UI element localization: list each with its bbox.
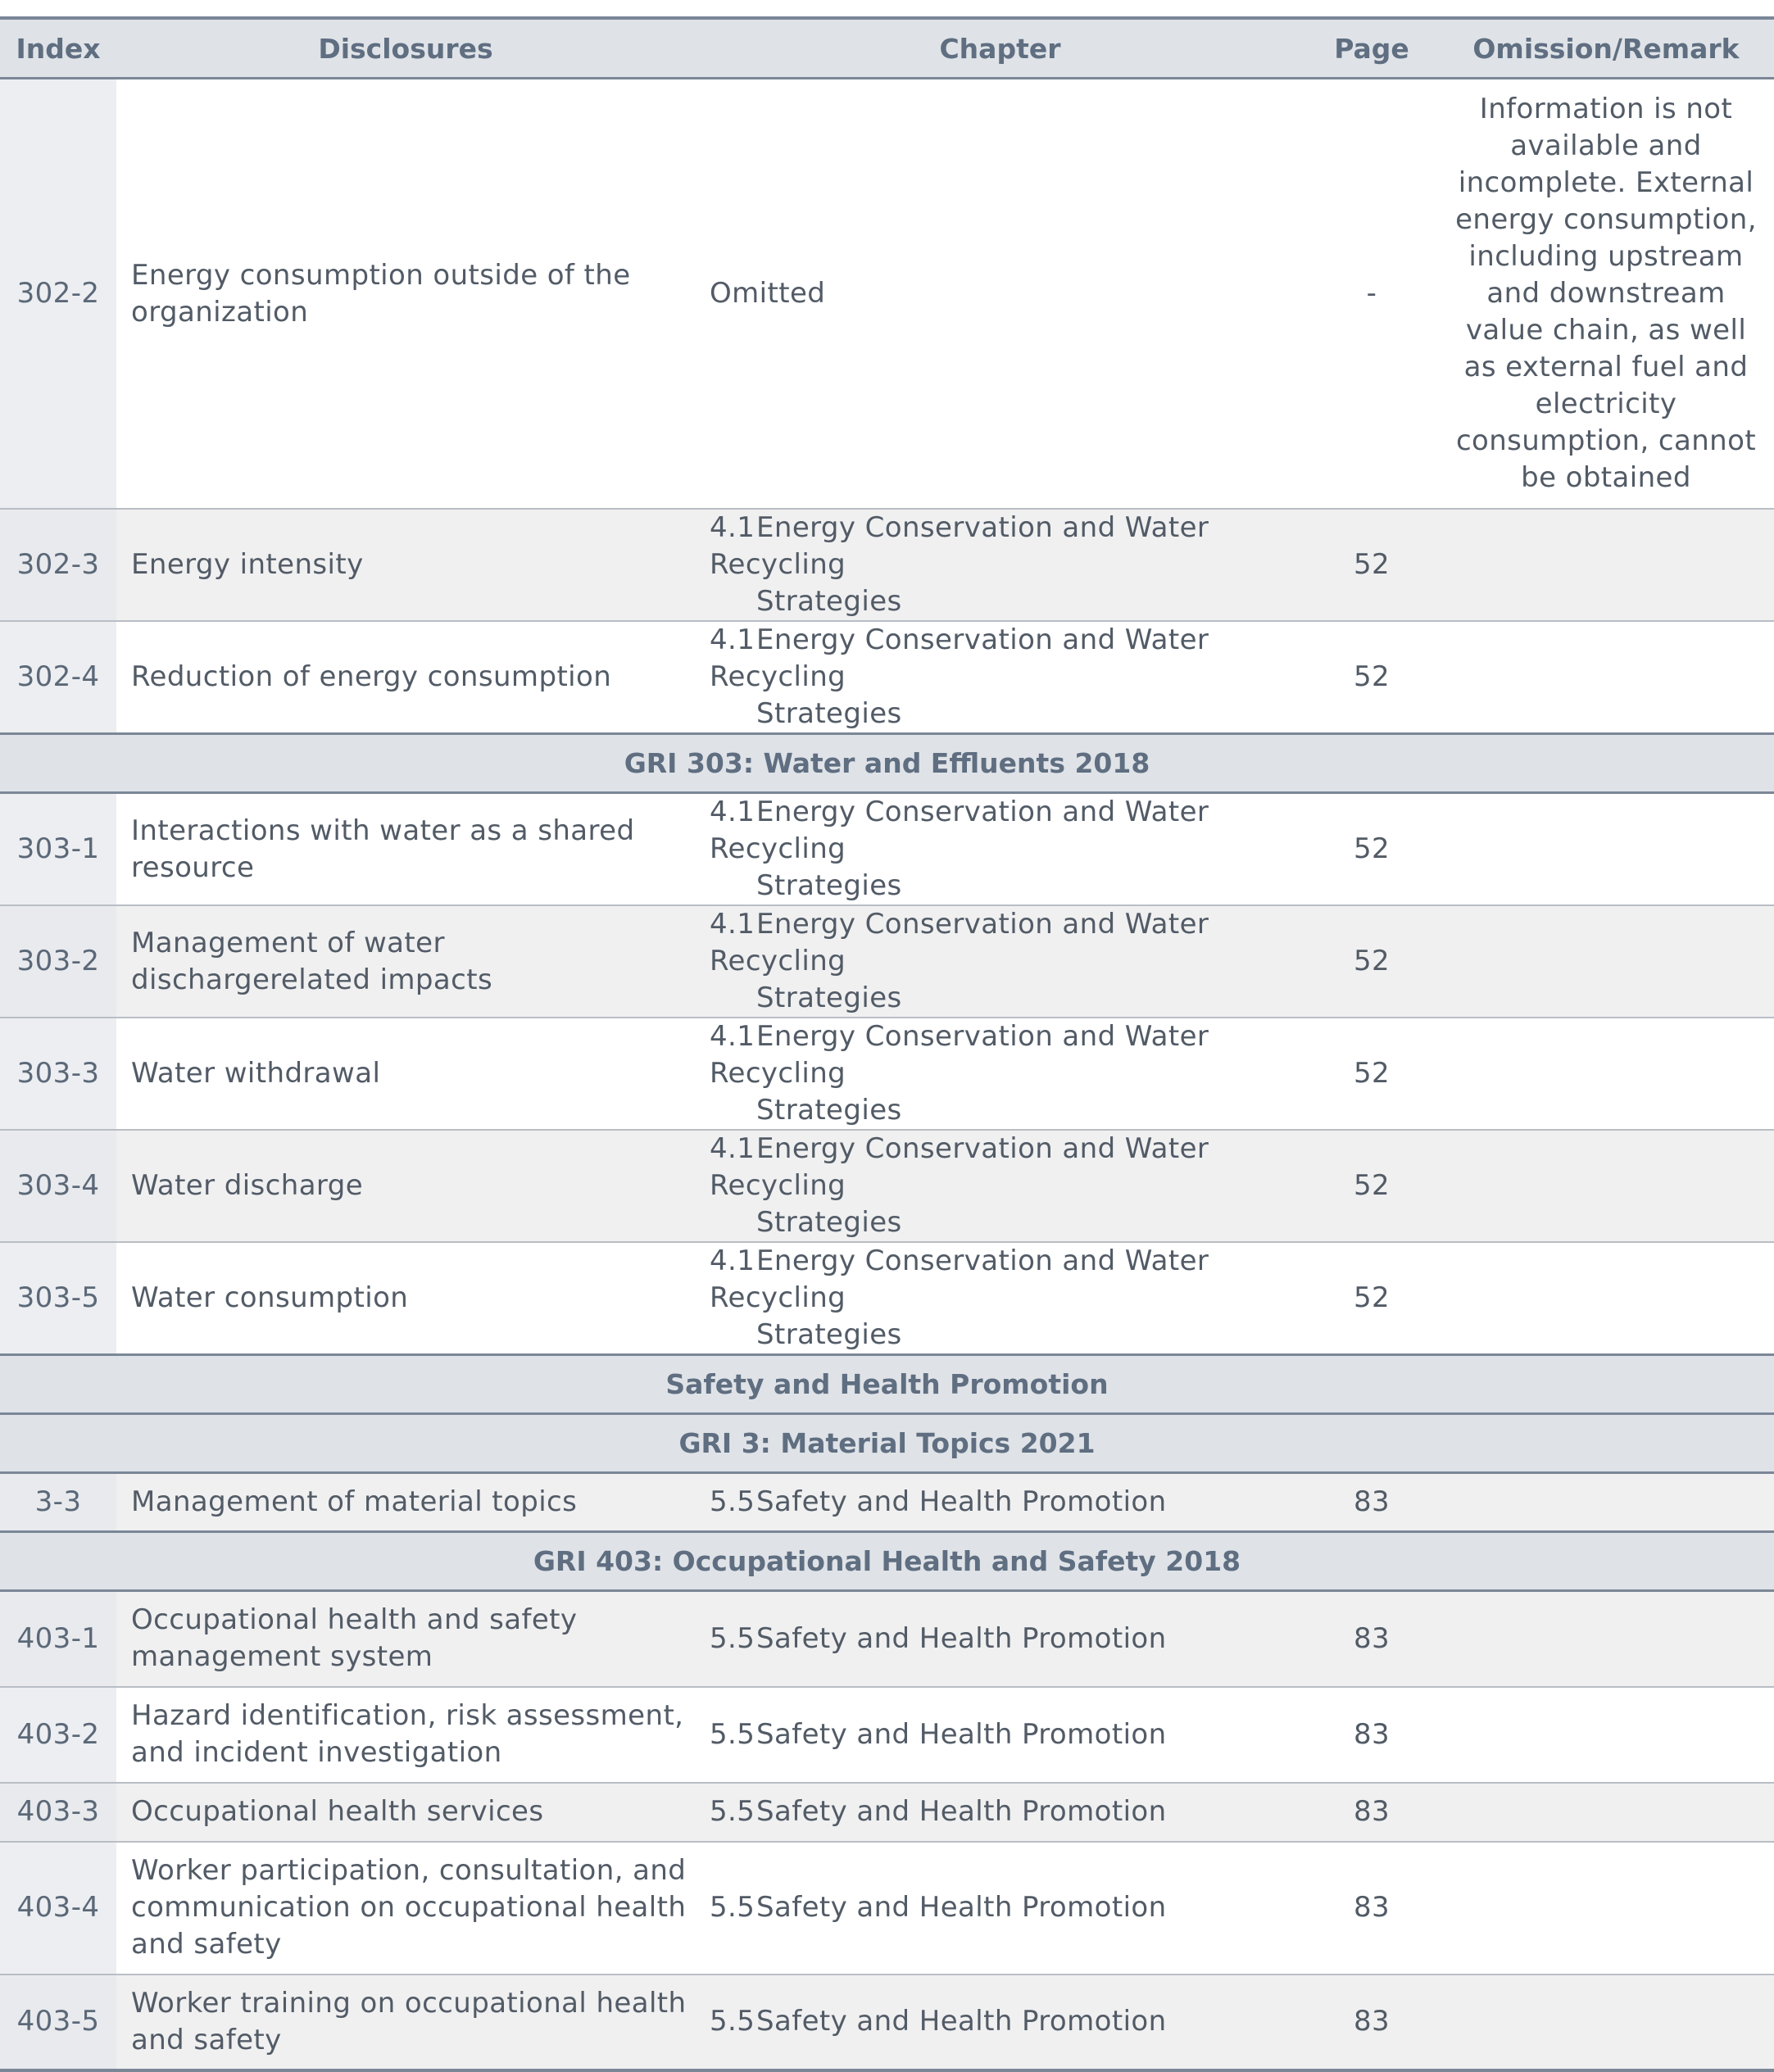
row-chapter [695,793,1305,906]
row-index: 403-4 [0,1842,116,1975]
chapter-number: 5.5 [710,2005,755,2038]
row-remark: Information is not available and incomplete. External energy consumption, including upstream and downstream value chain, as well as external fuel and electricity consumption, cannot be obtained [1438,79,1774,510]
chapter-number: 4.1 [710,623,755,656]
row-page: 83 [1305,1591,1438,1687]
row-chapter [695,1687,1305,1783]
table-row [0,509,1774,621]
chapter-number: 4.1 [710,908,755,941]
row-disclosure: Occupational health services [116,1783,695,1842]
row-page: 52 [1305,621,1438,734]
chapter-number: 5.5 [710,1485,755,1518]
chapter-number: 5.5 [710,1795,755,1828]
row-remark [1438,1975,1774,2070]
chapter-title: Energy Conservation and Water Recycling [710,796,1209,865]
chapter-number: 5.5 [710,1891,755,1924]
chapter-title: Safety and Health Promotion [756,1621,1167,1655]
row-disclosure: Reduction of energy consumption [116,621,695,734]
row-page: 83 [1305,1783,1438,1842]
chapter-title-cont: Strategies [756,585,902,618]
row-remark [1438,1687,1774,1783]
chapter-title: Energy Conservation and Water Recycling [710,1245,1209,1314]
column-header-disclosures: Disclosures [116,18,695,79]
row-index: 403-2 [0,1687,116,1783]
table-row [0,1783,1774,1842]
row-remark [1438,793,1774,906]
row-index: 303-1 [0,793,116,906]
row-index: 303-5 [0,1242,116,1355]
chapter-title-cont: Strategies [756,869,902,902]
chapter-number: 4.1 [710,1245,755,1277]
row-page: 83 [1305,1687,1438,1783]
chapter-title: Safety and Health Promotion [756,1795,1167,1828]
row-disclosure: Energy intensity [116,509,695,621]
chapter-title: Omitted [710,277,826,310]
section-title: GRI 3: Material Topics 2021 [0,1414,1774,1473]
row-chapter [695,79,1305,510]
chapter-title: Safety and Health Promotion [756,2005,1167,2038]
chapter-number: 4.1 [710,1020,755,1053]
table-row [0,1591,1774,1687]
row-disclosure: Energy consumption outside of the organization [116,79,695,510]
chapter-title-cont: Strategies [756,697,902,730]
chapter-title: Safety and Health Promotion [756,1717,1167,1751]
chapter-title: Safety and Health Promotion [756,1891,1167,1924]
row-disclosure: Water consumption [116,1242,695,1355]
row-chapter [695,1130,1305,1242]
section-title: GRI 403: Occupational Health and Safety 2018 [0,1532,1774,1591]
row-chapter [695,1591,1305,1687]
table-row [0,1975,1774,2070]
table-row [0,1018,1774,1130]
chapter-title: Energy Conservation and Water Recycling [710,1132,1209,1202]
chapter-title-cont: Strategies [756,1318,902,1351]
row-disclosure: Water withdrawal [116,1018,695,1130]
row-remark [1438,1018,1774,1130]
section-row [0,734,1774,793]
row-remark [1438,1842,1774,1975]
row-page: 52 [1305,1242,1438,1355]
table-row [0,793,1774,906]
table-row [0,905,1774,1018]
row-remark [1438,905,1774,1018]
chapter-title: Safety and Health Promotion [756,1485,1167,1518]
chapter-number: 5.5 [710,1717,755,1751]
column-header-page: Page [1305,18,1438,79]
row-index: 403-5 [0,1975,116,2070]
row-page: - [1305,79,1438,510]
table-row [0,1473,1774,1532]
row-disclosure: Management of water dischargerelated impacts [116,905,695,1018]
table-row [0,1242,1774,1355]
row-chapter [695,905,1305,1018]
section-title: Safety and Health Promotion [0,1355,1774,1414]
table-row [0,621,1774,734]
row-page: 52 [1305,1018,1438,1130]
table-header-row [0,18,1774,79]
chapter-number: 5.5 [710,1621,755,1655]
row-remark [1438,1242,1774,1355]
chapter-title: Energy Conservation and Water Recycling [710,1020,1209,1090]
row-page: 52 [1305,905,1438,1018]
row-disclosure: Water discharge [116,1130,695,1242]
row-chapter [695,621,1305,734]
row-chapter [695,1473,1305,1532]
chapter-number: 4.1 [710,511,755,544]
table-row [0,79,1774,510]
row-remark [1438,509,1774,621]
row-disclosure: Hazard identification, risk assessment, and incident investigation [116,1687,695,1783]
row-chapter [695,1842,1305,1975]
row-disclosure: Occupational health and safety management system [116,1591,695,1687]
row-chapter [695,1242,1305,1355]
row-index: 3-3 [0,1473,116,1532]
row-index: 303-4 [0,1130,116,1242]
section-row [0,1355,1774,1414]
table-row [0,1842,1774,1975]
row-chapter [695,509,1305,621]
row-page: 52 [1305,509,1438,621]
chapter-title-cont: Strategies [756,982,902,1014]
row-index: 403-1 [0,1591,116,1687]
row-page: 52 [1305,793,1438,906]
chapter-title-cont: Strategies [756,1094,902,1127]
column-header-index: Index [0,18,116,79]
row-remark [1438,621,1774,734]
section-title: GRI 303: Water and Effluents 2018 [0,734,1774,793]
row-remark [1438,1473,1774,1532]
chapter-number: 4.1 [710,796,755,828]
column-header-remark: Omission/Remark [1438,18,1774,79]
row-index: 403-3 [0,1783,116,1842]
row-disclosure: Worker participation, consultation, and communication on occupational health and safety [116,1842,695,1975]
chapter-title: Energy Conservation and Water Recycling [710,623,1209,693]
row-page: 52 [1305,1130,1438,1242]
table-row [0,1687,1774,1783]
row-disclosure: Management of material topics [116,1473,695,1532]
chapter-title: Energy Conservation and Water Recycling [710,511,1209,581]
column-header-chapter: Chapter [695,18,1305,79]
row-disclosure: Interactions with water as a shared resource [116,793,695,906]
row-index: 302-4 [0,621,116,734]
row-page: 83 [1305,1842,1438,1975]
row-index: 303-2 [0,905,116,1018]
chapter-title: Energy Conservation and Water Recycling [710,908,1209,977]
row-index: 302-3 [0,509,116,621]
table-row [0,1130,1774,1242]
row-chapter [695,1783,1305,1842]
row-index: 302-2 [0,79,116,510]
row-remark [1438,1591,1774,1687]
row-remark [1438,1130,1774,1242]
gri-index-table [0,16,1774,2072]
row-index: 303-3 [0,1018,116,1130]
chapter-number: 4.1 [710,1132,755,1165]
row-page: 83 [1305,1473,1438,1532]
row-chapter [695,1018,1305,1130]
row-chapter [695,1975,1305,2070]
row-disclosure: Worker training on occupational health and safety [116,1975,695,2070]
section-row [0,1414,1774,1473]
section-row [0,1532,1774,1591]
row-page: 83 [1305,1975,1438,2070]
chapter-title-cont: Strategies [756,1206,902,1239]
row-remark [1438,1783,1774,1842]
